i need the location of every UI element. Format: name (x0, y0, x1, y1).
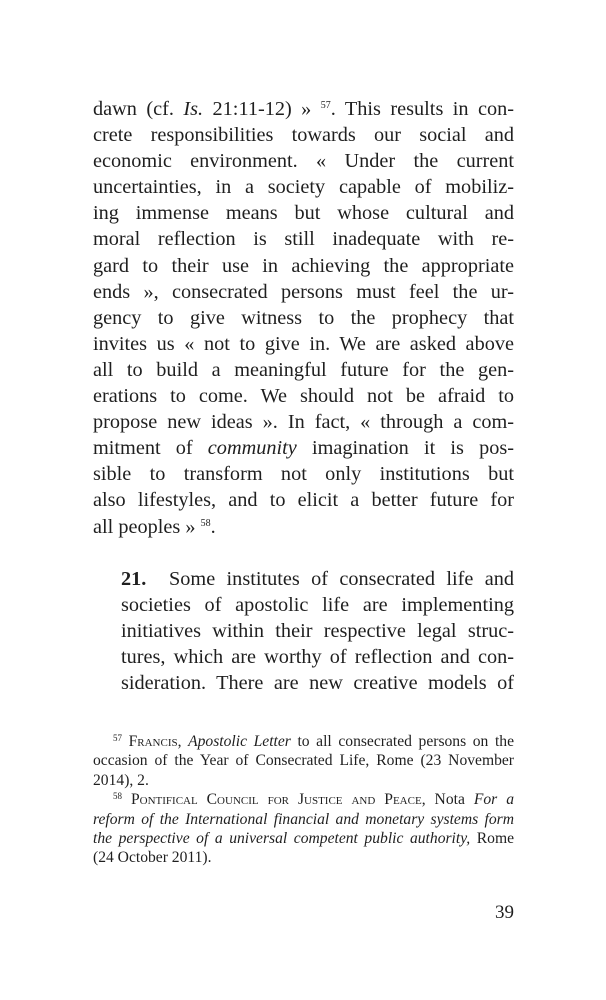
text-line (93, 435, 514, 461)
footnote-number: 58 (113, 791, 122, 802)
text-line (93, 148, 514, 174)
text-run: imagination it is pos- (296, 437, 514, 460)
text-line (93, 200, 514, 226)
footnote-number: 57 (113, 733, 122, 743)
footnotes (93, 732, 514, 868)
text-line (93, 670, 514, 696)
text-line (93, 514, 514, 540)
text-line (93, 487, 514, 513)
text-line (93, 122, 514, 148)
text-run: ends », consecrated persons must feel the ur- (93, 280, 514, 303)
text-run: economic environment. « Under the current (93, 150, 514, 173)
text-run: all to build a meaningful future for the gen- (93, 358, 514, 381)
text-line (93, 409, 514, 435)
text-run: 21:11-12) » (203, 98, 321, 120)
text-run: also lifestyles, and to elicit a better future for (93, 489, 514, 512)
text-run: initiatives within their respective legal struc- (121, 619, 514, 642)
author-name: Francis (128, 733, 178, 750)
text-line (93, 644, 514, 670)
text-run: societies of apostolic life are implementing (121, 593, 514, 616)
text-run: mitment of (93, 437, 208, 460)
text-line (93, 331, 514, 357)
text-run: gard to their use in achieving the appropriate (93, 254, 514, 277)
footnote-reference[interactable]: 58 (200, 517, 211, 529)
text-line (93, 357, 514, 383)
text-line (93, 96, 514, 122)
text-line (93, 305, 514, 331)
text-run: invites us « not to give in. We are asked above (93, 332, 514, 355)
text-run: propose new ideas ». In fact, « through a com- (93, 411, 514, 434)
italic-text: community (207, 437, 297, 460)
text-run: Rome (24 October 2011). (93, 830, 514, 867)
page-body (93, 96, 514, 696)
text-run: . This results in con- (330, 98, 515, 120)
text-run: all peoples » (93, 515, 201, 538)
footnote-reference[interactable]: 57 (320, 100, 331, 111)
text-line (93, 461, 514, 487)
paragraph-21 (93, 566, 514, 696)
text-line (93, 566, 514, 592)
text-run: crete responsibilities towards our social and (93, 124, 514, 147)
text-line (93, 253, 514, 279)
text-run: dawn (cf. (93, 98, 184, 120)
text-run: ing immense means but whose cultural and (93, 202, 514, 225)
text-run: Some institutes of consecrated life and (169, 567, 514, 590)
italic-text: For a reform of the International financial and monetary systems form the perspective of a universal competent public authority, (93, 791, 514, 848)
text-run: sideration. There are new creative models of (121, 671, 514, 694)
paragraph-number: 21. (121, 567, 147, 590)
text-run: gency to give witness to the prophecy that (93, 306, 514, 329)
italic-text: Is. (183, 98, 204, 120)
italic-text: Apostolic Letter (188, 733, 291, 750)
author-name: Pontifical Council for Justice and Peace (130, 791, 422, 809)
text-line (93, 592, 514, 618)
footnote-57 (93, 732, 514, 790)
text-run: moral reflection is still inadequate with re- (93, 228, 514, 251)
footnote-58 (93, 790, 514, 868)
page-number: 39 (495, 902, 514, 923)
text-line (93, 279, 514, 305)
text-line (93, 226, 514, 252)
text-run: tures, which are worthy of reflection and con- (121, 645, 514, 668)
text-run: uncertainties, in a society capable of mobiliz- (93, 176, 514, 199)
text-line (93, 383, 514, 409)
text-run: , Nota (421, 791, 474, 809)
text-run: erations to come. We should not be afraid to (93, 385, 514, 408)
text-run: to all consecrated persons on the occasion of the Year of Consecrated Life, Rome (23 November 2014), 2. (93, 733, 514, 789)
text-run: sible to transform not only institutions but (93, 463, 514, 486)
paragraph-continued (93, 96, 514, 540)
text-run: . (210, 515, 216, 538)
text-line (93, 618, 514, 644)
text-run: , (177, 733, 189, 750)
text-line (93, 174, 514, 200)
